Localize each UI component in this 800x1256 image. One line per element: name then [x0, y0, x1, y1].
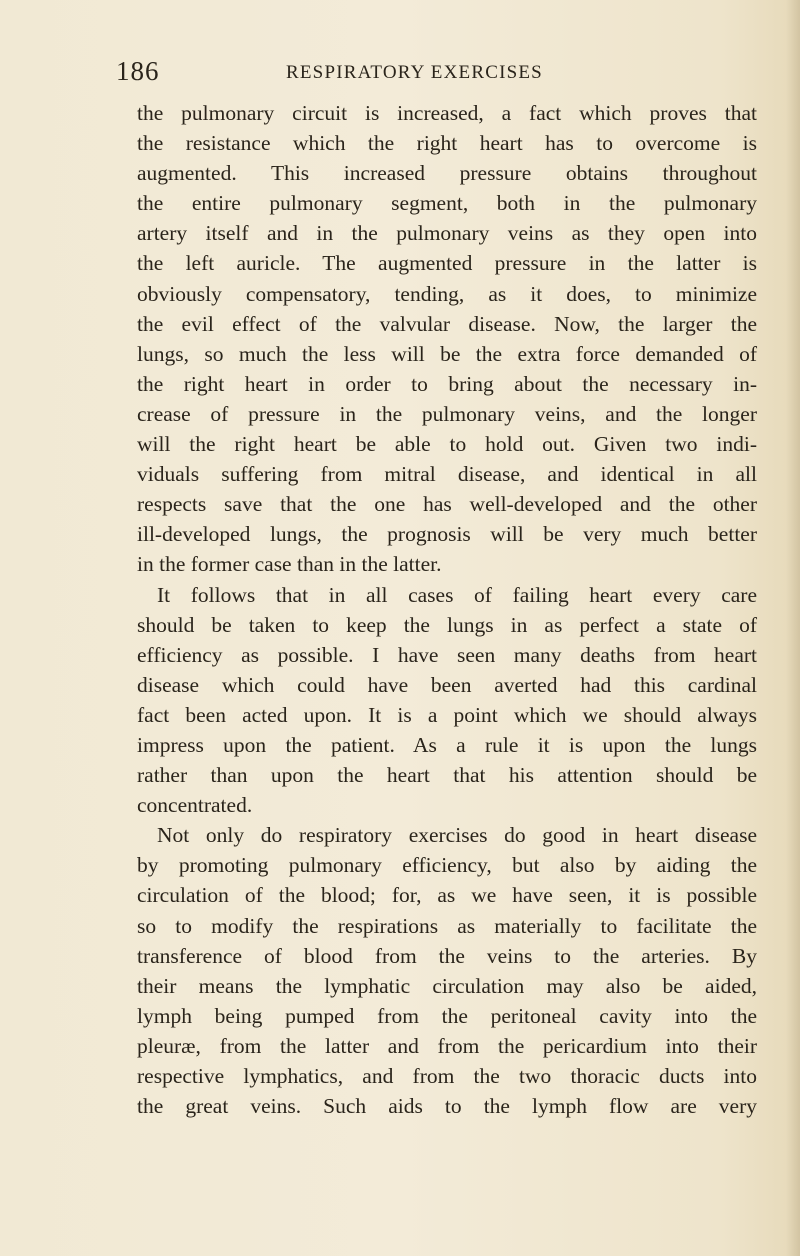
page-number: 186 [116, 56, 160, 86]
text-line: concentrated. [137, 793, 253, 818]
body-text [137, 98, 757, 1121]
text-line: obviously compensatory, tending, as it does, to minimize [137, 281, 757, 306]
text-line: viduals suffering from mitral disease, and identical in all [137, 462, 757, 487]
text-line: It follows that in all cases of failing heart every care [157, 582, 757, 607]
text-line: circulation of the blood; for, as we have seen, it is possible [137, 883, 757, 908]
text-line: respects save that the one has well-developed and the other [137, 492, 757, 517]
paragraph-2 [137, 580, 757, 821]
page-header [116, 56, 716, 92]
text-line: rather than upon the heart that his attention should be [137, 763, 757, 788]
text-line: the pulmonary circuit is increased, a fact which proves that [137, 101, 757, 125]
text-line: transference of blood from the veins to the arteries. By [137, 943, 757, 968]
text-line: crease of pressure in the pulmonary veins, and the longer [137, 401, 757, 426]
text-line: the evil effect of the valvular disease. Now, the larger the [137, 311, 757, 336]
paragraph-1 [137, 98, 757, 580]
text-line: respective lymphatics, and from the two thoracic ducts into [137, 1064, 757, 1088]
text-line: pleuræ, from the latter and from the pericardium into their [137, 1033, 757, 1058]
text-line: augmented. This increased pressure obtains throughout [137, 161, 757, 186]
text-line: the resistance which the right heart has to overcome is [137, 131, 757, 156]
running-head: RESPIRATORY EXERCISES [286, 62, 543, 83]
text-line: disease which could have been averted had this cardinal [137, 672, 757, 697]
text-line: by promoting pulmonary efficiency, but also by aiding the [137, 853, 757, 878]
text-line: lymph being pumped from the peritoneal cavity into the [137, 1003, 757, 1028]
text-line: so to modify the respirations as materially to facilitate the [137, 913, 757, 938]
text-line: the great veins. Such aids to the lymph flow are very [137, 1094, 757, 1119]
text-line: in the former case than in the latter. [137, 552, 442, 577]
page-edge-shadow [786, 0, 800, 1256]
text-line: Not only do respiratory exercises do good in heart disease [157, 823, 757, 848]
text-line: will the right heart be able to hold out. Given two indi- [137, 432, 757, 457]
text-line: ill-developed lungs, the prognosis will be very much better [137, 522, 757, 547]
text-line: the right heart in order to bring about the necessary in- [137, 371, 757, 396]
text-line: fact been acted upon. It is a point which we should always [137, 702, 757, 727]
text-line: the left auricle. The augmented pressure in the latter is [137, 251, 757, 276]
text-line: artery itself and in the pulmonary veins as they open into [137, 221, 757, 246]
text-line: lungs, so much the less will be the extra force demanded of [137, 341, 757, 366]
text-line: impress upon the patient. As a rule it is upon the lungs [137, 732, 757, 757]
text-line: the entire pulmonary segment, both in the pulmonary [137, 191, 757, 216]
text-line: should be taken to keep the lungs in as perfect a state of [137, 612, 757, 637]
text-line: their means the lymphatic circulation may also be aided, [137, 973, 757, 998]
paragraph-3 [137, 820, 757, 1121]
text-line: efficiency as possible. I have seen many deaths from heart [137, 642, 757, 667]
